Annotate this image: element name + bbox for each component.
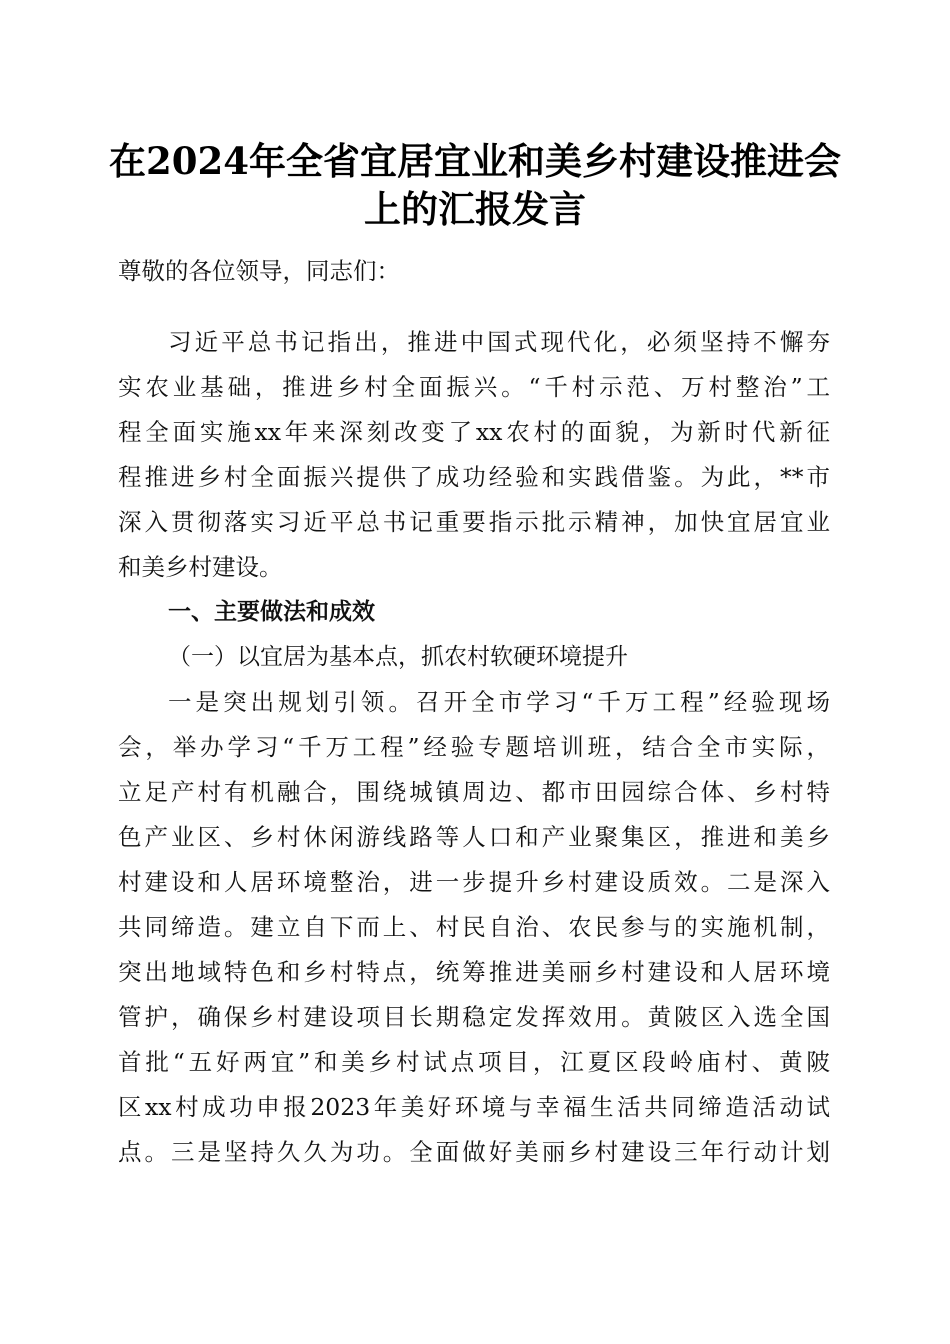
intro-paragraph-line: 和美乡村建设。 [118, 553, 283, 581]
body-paragraph-line: 点。三是坚持久久为功。全面做好美丽乡村建设三年行动计划 [118, 1138, 830, 1166]
body-paragraph-line: 色产业区、乡村休闲游线路等人口和产业聚集区，推进和美乡 [118, 823, 830, 851]
document-title-line-2: 上的汇报发言 [364, 187, 586, 231]
section-heading: 一、主要做法和成效 [168, 599, 375, 625]
body-paragraph-line: 村建设和人居环境整治，进一步提升乡村建设质效。二是深入 [118, 868, 830, 896]
intro-paragraph-line: 程全面实施xx年来深刻改变了xx农村的面貌，为新时代新征 [118, 418, 830, 446]
salutation: 尊敬的各位领导，同志们： [118, 257, 400, 285]
body-paragraph-line: 区xx村成功申报2023年美好环境与幸福生活共同缔造活动试 [118, 1093, 830, 1121]
document-title-line-1: 在2024年全省宜居宜业和美乡村建设推进会 [109, 139, 841, 183]
intro-paragraph-line: 实农业基础，推进乡村全面振兴。“千村示范、万村整治”工 [118, 373, 830, 401]
subsection-heading: （一）以宜居为基本点，抓农村软硬环境提升 [168, 644, 628, 670]
body-paragraph-line: 会，举办学习“千万工程”经验专题培训班，结合全市实际， [118, 733, 830, 761]
body-paragraph-line: 共同缔造。建立自下而上、村民自治、农民参与的实施机制， [118, 913, 830, 941]
intro-paragraph-line: 深入贯彻落实习近平总书记重要指示批示精神，加快宜居宜业 [118, 508, 830, 536]
body-paragraph-line: 一是突出规划引领。召开全市学习“千万工程”经验现场 [168, 688, 830, 716]
intro-paragraph-line: 程推进乡村全面振兴提供了成功经验和实践借鉴。为此，**市 [118, 463, 830, 491]
intro-paragraph-line: 习近平总书记指出，推进中国式现代化，必须坚持不懈夯 [168, 328, 830, 356]
body-paragraph-line: 管护，确保乡村建设项目长期稳定发挥效用。黄陂区入选全国 [118, 1003, 830, 1031]
body-paragraph-line: 立足产村有机融合，围绕城镇周边、都市田园综合体、乡村特 [118, 778, 830, 806]
body-paragraph-line: 首批“五好两宜”和美乡村试点项目，江夏区段岭庙村、黄陂 [118, 1048, 830, 1076]
body-paragraph-line: 突出地域特色和乡村特点，统筹推进美丽乡村建设和人居环境 [118, 958, 830, 986]
